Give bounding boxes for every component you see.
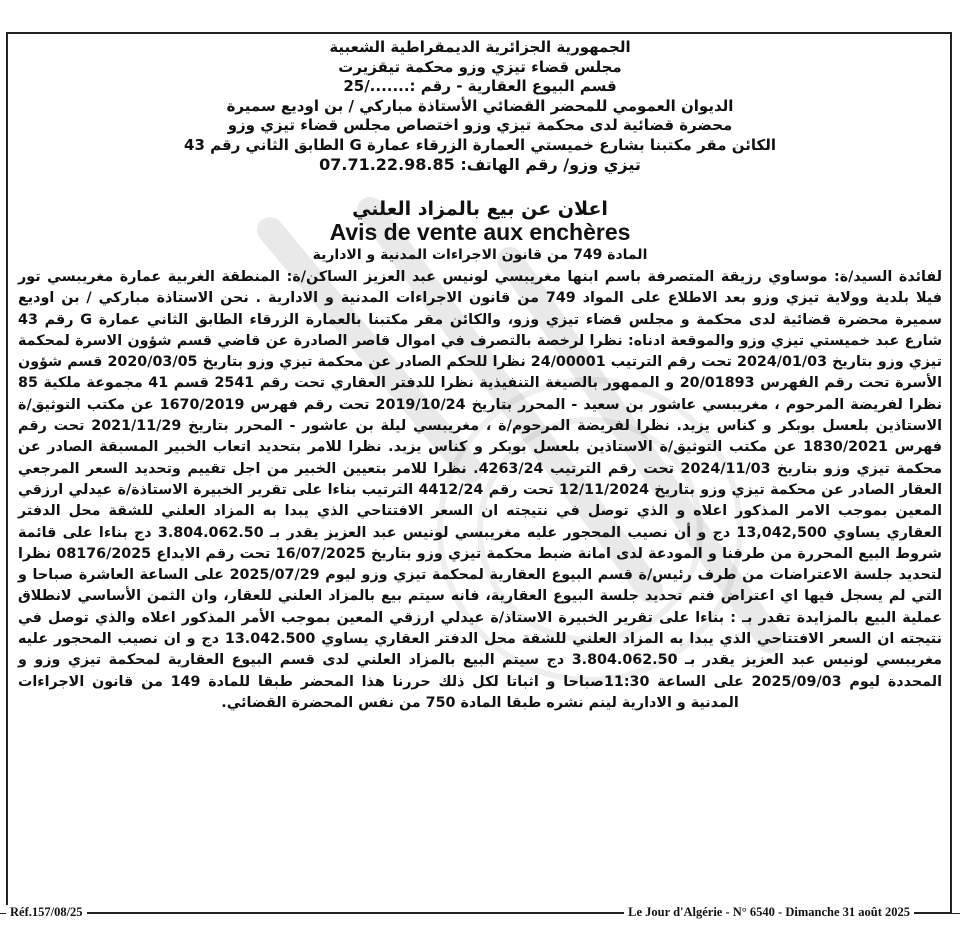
header-line-address: الكائن مقر مكتبنا بشارع خميستي العمارة الزرقاء عمارة G الطابق الثاني رقم 43: [184, 135, 776, 154]
title-arabic: اعلان عن بيع بالمزاد العلني: [352, 198, 608, 220]
reference-number: Réf.157/08/25: [6, 905, 87, 920]
header-line-bailiff: محضرة قضائية لدى محكمة تيزي وزو اختصاص مجلس قضاء تيزي وزو: [227, 116, 733, 134]
title-french: Avis de vente aux enchères: [329, 219, 631, 245]
newspaper-issue: Le Jour d'Algérie - N° 6540 - Dimanche 31 août 2025: [624, 905, 914, 920]
header-line-court: مجلس قضاء تيزي وزو محكمة تيقزيرت: [338, 57, 622, 76]
page-footer: [0, 905, 960, 925]
legal-article-subtitle: المادة 749 من قانون الاجراءات المدنية و الادارية: [312, 247, 648, 263]
notice-header: [30, 38, 930, 175]
header-line-republic: الجمهورية الجزائرية الديمقراطية الشعبية: [329, 38, 631, 56]
notice-body: لفائدة السيد/ة: موساوي رزيقة المتصرفة باسم ابنها مغريبسي لونيس عبد العزيز الساكن/ة: المنطقة الغربية عمارة مغريبسي تور فيلا بلدية وولاية تيزي وزو بعد الاطلاع على المواد 749 من قانون الاجراءات المدنية و الادارية . نحن الاستاذة مباركي / بن اوديع سميرة محضرة قضائية لدى محكمة و مجلس قضاء تيزي وزو، والكائن مقر مكتبنا بالعمارة الزرقاء الطابق الثاني عمارة G رقم 43 شارع عبد خميستي تيزي وزو والموقعة ادناه: نظرا لرخصة بالتصرف في اموال قاصر الصادرة عن قاضي قسم شؤون الاسرة لمحكمة تيزي وزو بتاريخ 2024/01/03 تحت رقم الترتيب 24/00001 نظرا للحكم الصادر عن محكمة تيزي وزو بتاريخ 2020/03/05 قسم شؤون الأسرة تحت رقم الفهرس 20/01893 و الممهور بالصيغة التنفيذية نظرا للدفتر العقاري تحت رقم 2541 قسم 41 مجموعة ملكية 85 نظرا لفريضة المرحوم ، مغريبسي عاشور بن سعيد - المحرر بتاريخ 2019/10/24 تحت رقم فهرس 1670/2019 عن مكتب التوثيق/ة الاستاذين بلعسل بوبكر و كناس يزيد. نظرا لفريضة المرحوم/ة ، مغريبسي ليلة بن عاشور - المحرر بتاريخ 2021/11/29 تحت رقم فهرس 1830/2021 عن مكتب التوثيق/ة الاستاذين بلعسل بوبكر و كناس يزيد. نظرا للامر بتحديد اتعاب الخبير المسبقة الصادر عن محكمة تيزي وزو بتاريخ 2024/11/03 تحت رقم الترتيب 4263/24. نظرا للامر بتعيين الخبير من اجل تقييم وتحديد السعر المرجعي العقار الصادر عن محكمة تيزي وزو بتاريخ 12/11/2024 تحت رقم 4412/24 الترتيب بناءا على تقرير الخبيرة الاستاذة/ة عيدلي ارزقي المعين بموجب الامر المذكور اعلاه و الذي توصل في نتيجته ان السعر الافتتاحي الذي يبدا به المزاد العلني للشقة محل الدفتر العقاري يساوي 13,042,500 دج و أن نصيب المحجور عليه مغريبسي لونيس عبد العزيز يقدر بـ 3.804.062.50 دج بناءا على قائمة شروط البيع المحررة من طرفنا و المودعة لدى امانة ضبط محكمة تيزي وزو بتاريخ 16/07/2025 تحت رقم الايداع 08176/2025 نظرا لتحديد جلسة الاعتراضات من طرف رئيس/ة قسم البيوع العقارية لمحكمة تيزي وزو ليوم 2025/07/29 على الساعة العاشرة صباحا و التي لم يسجل فيها اي اعتراض فتم تحديد جلسة البيوع العقارية، فانه سيتم بيع بالمزاد العلني للعقار، وان الثمن الأساسي لانطلاق عملية البيع بالمزايدة تقدر بـ : بناءا على تقرير الخبيرة الاستاذ/ة عيدلي ارزقي المعين بموجب الأمر المذكور اعلاه والذي توصل في نتيجته ان السعر الافتتاحي الذي يبدا به المزاد العلني للشقة محل الدفتر العقاري يساوي 13.042.500 دج و ان نصيب المحجور عليه مغريبسي لونيس عبد العزيز يقدر بـ 3.804.062.50 دج سيتم البيع بالمزاد العلني لدى قسم البيوع العقارية لمحكمة تيزي وزو و المحددة ليوم 2025/09/03 على الساعة 11:30صباحا و اثباتا لكل ذلك حررنا هذا المحضر طبقا للمادة 149 من قانون الاجراءات المدنية و الادارية لينم نشره طبقا المادة 750 من نفس المحضرة القضائي.: [18, 269, 943, 711]
header-line-office: الديوان العمومي للمحضر القضائي الأستاذة مباركي / بن اوديع سميرة: [226, 96, 734, 115]
header-line-section: قسم البيوع العقارية - رقم :......./25: [343, 77, 617, 95]
header-line-phone: تيزي وزو/ رقم الهاتف: 07.71.22.98.85: [319, 155, 641, 174]
